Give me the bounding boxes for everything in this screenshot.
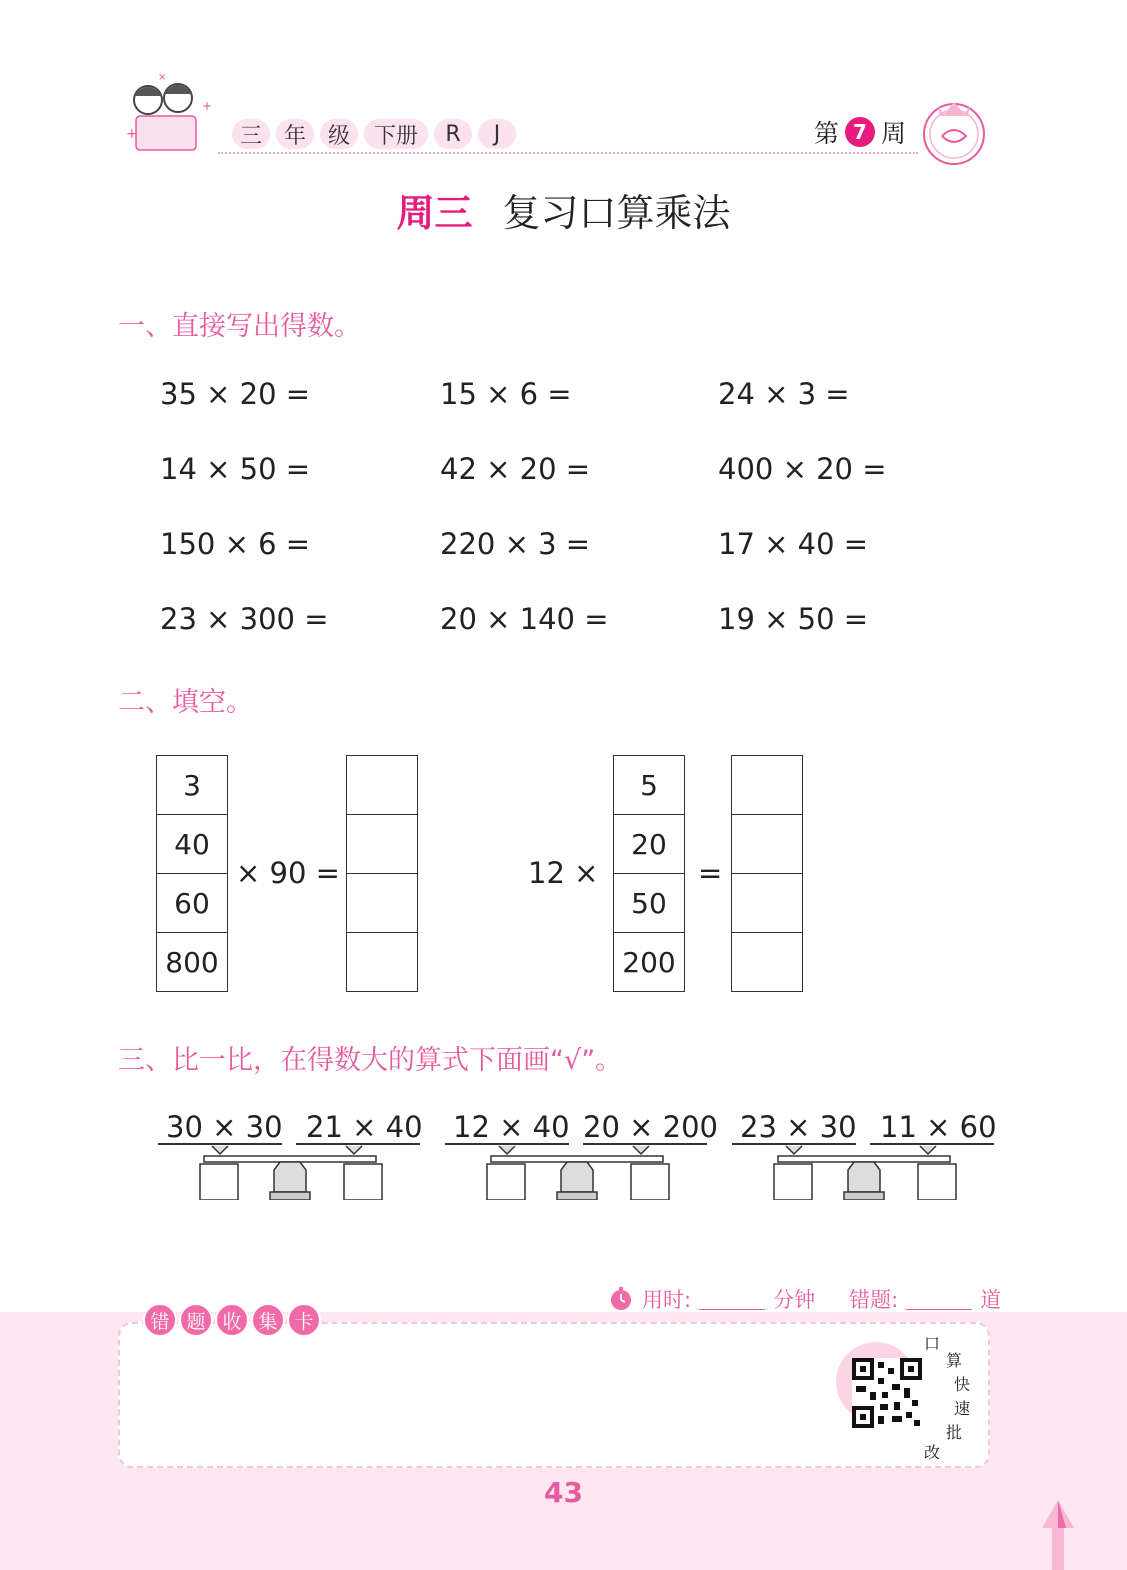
grade-char: 年 xyxy=(276,119,314,149)
expression-left: 30 × 30 xyxy=(166,1110,283,1144)
answer-cell[interactable] xyxy=(732,756,802,815)
left-answer-column xyxy=(346,755,418,992)
card-title-char: 集 xyxy=(251,1303,285,1337)
page-number: 43 xyxy=(544,1476,583,1509)
page-title xyxy=(0,182,1127,237)
edition-char: J xyxy=(478,119,516,149)
answer-cell[interactable] xyxy=(347,815,417,874)
balance-scale-icon xyxy=(443,1110,709,1200)
svg-text:×: × xyxy=(158,72,167,83)
balance-scale-icon xyxy=(156,1110,422,1200)
balance-scale xyxy=(156,1110,422,1200)
grade-label xyxy=(232,118,516,150)
title-topic: 复习口算乘法 xyxy=(502,191,731,235)
calc-expression: 400 × 20 = xyxy=(718,452,887,486)
right-equals: = xyxy=(698,856,723,890)
calc-expression: 42 × 20 = xyxy=(440,452,591,486)
calc-expression: 35 × 20 = xyxy=(160,377,311,411)
expression-right: 21 × 40 xyxy=(306,1110,423,1144)
side-char: 批 xyxy=(946,1423,963,1442)
calc-expression: 23 × 300 = xyxy=(160,602,329,636)
expression-left: 23 × 30 xyxy=(740,1110,857,1144)
side-char: 改 xyxy=(924,1443,941,1462)
svg-text:+: + xyxy=(126,126,138,142)
expression-right: 20 × 200 xyxy=(583,1110,718,1144)
section2-heading: 二、填空。 xyxy=(118,687,253,718)
value-cell: 40 xyxy=(157,815,227,874)
balance-scale-icon xyxy=(730,1110,996,1200)
right-answer-column xyxy=(731,755,803,992)
week-suffix: 周 xyxy=(881,119,907,148)
week-number-badge: 7 xyxy=(845,117,875,147)
value-cell: 5 xyxy=(614,756,684,815)
card-title xyxy=(143,1303,321,1337)
errors-label: 错题: xyxy=(849,1288,899,1312)
value-cell: 20 xyxy=(614,815,684,874)
calc-expression: 19 × 50 = xyxy=(718,602,869,636)
side-char: 算 xyxy=(946,1351,963,1370)
errors-blank[interactable] xyxy=(906,1289,972,1310)
time-record xyxy=(608,1284,1001,1314)
card-title-char: 卡 xyxy=(287,1303,321,1337)
card-title-char: 题 xyxy=(179,1303,213,1337)
side-char: 口 xyxy=(924,1334,941,1353)
expression-right: 11 × 60 xyxy=(880,1110,997,1144)
title-day: 周三 xyxy=(396,191,473,235)
grade-char: 级 xyxy=(320,119,358,149)
answer-cell[interactable] xyxy=(347,933,417,991)
right-prefix: 12 × xyxy=(528,856,599,890)
answer-cell[interactable] xyxy=(732,933,802,991)
answer-cell[interactable] xyxy=(347,874,417,933)
term-label: 下册 xyxy=(364,119,428,149)
side-char: 快 xyxy=(954,1375,971,1394)
calc-expression: 17 × 40 = xyxy=(718,527,869,561)
time-label: 用时: xyxy=(642,1288,692,1312)
value-cell: 50 xyxy=(614,874,684,933)
week-prefix: 第 xyxy=(814,119,840,148)
answer-cell[interactable] xyxy=(732,815,802,874)
week-label xyxy=(814,114,906,150)
pencil-decoration-icon xyxy=(1040,1498,1076,1570)
card-title-char: 错 xyxy=(143,1303,177,1337)
time-blank[interactable] xyxy=(699,1289,765,1310)
grade-char: 三 xyxy=(232,119,270,149)
value-cell: 3 xyxy=(157,756,227,815)
minutes-unit: 分钟 xyxy=(773,1288,816,1312)
header-divider xyxy=(218,152,918,154)
qr-code-icon[interactable] xyxy=(852,1358,922,1428)
balance-scale xyxy=(730,1110,996,1200)
calc-expression: 15 × 6 = xyxy=(440,377,572,411)
crown-seal-icon xyxy=(918,96,990,168)
section3-heading: 三、比一比，在得数大的算式下面画“√”。 xyxy=(118,1045,623,1076)
value-cell: 800 xyxy=(165,945,219,979)
calc-expression: 24 × 3 = xyxy=(718,377,850,411)
answer-cell[interactable] xyxy=(732,874,802,933)
stopwatch-icon xyxy=(608,1286,634,1312)
kids-illustration-icon xyxy=(118,70,218,160)
svg-text:+: + xyxy=(202,99,213,113)
edition-char: R xyxy=(434,119,472,149)
left-operator: × 90 = xyxy=(236,856,340,890)
calc-expression: 150 × 6 = xyxy=(160,527,311,561)
value-cell: 60 xyxy=(157,874,227,933)
calc-expression: 14 × 50 = xyxy=(160,452,311,486)
left-value-column xyxy=(156,755,228,992)
side-char: 速 xyxy=(954,1399,971,1418)
calc-expression: 20 × 140 = xyxy=(440,602,609,636)
calc-expression: 220 × 3 = xyxy=(440,527,591,561)
errors-unit: 道 xyxy=(980,1288,1002,1312)
right-value-column xyxy=(613,755,685,992)
card-title-char: 收 xyxy=(215,1303,249,1337)
answer-cell[interactable] xyxy=(347,756,417,815)
expression-left: 12 × 40 xyxy=(453,1110,570,1144)
balance-scale xyxy=(443,1110,718,1200)
value-cell: 200 xyxy=(622,945,676,979)
section1-heading: 一、直接写出得数。 xyxy=(118,311,361,342)
